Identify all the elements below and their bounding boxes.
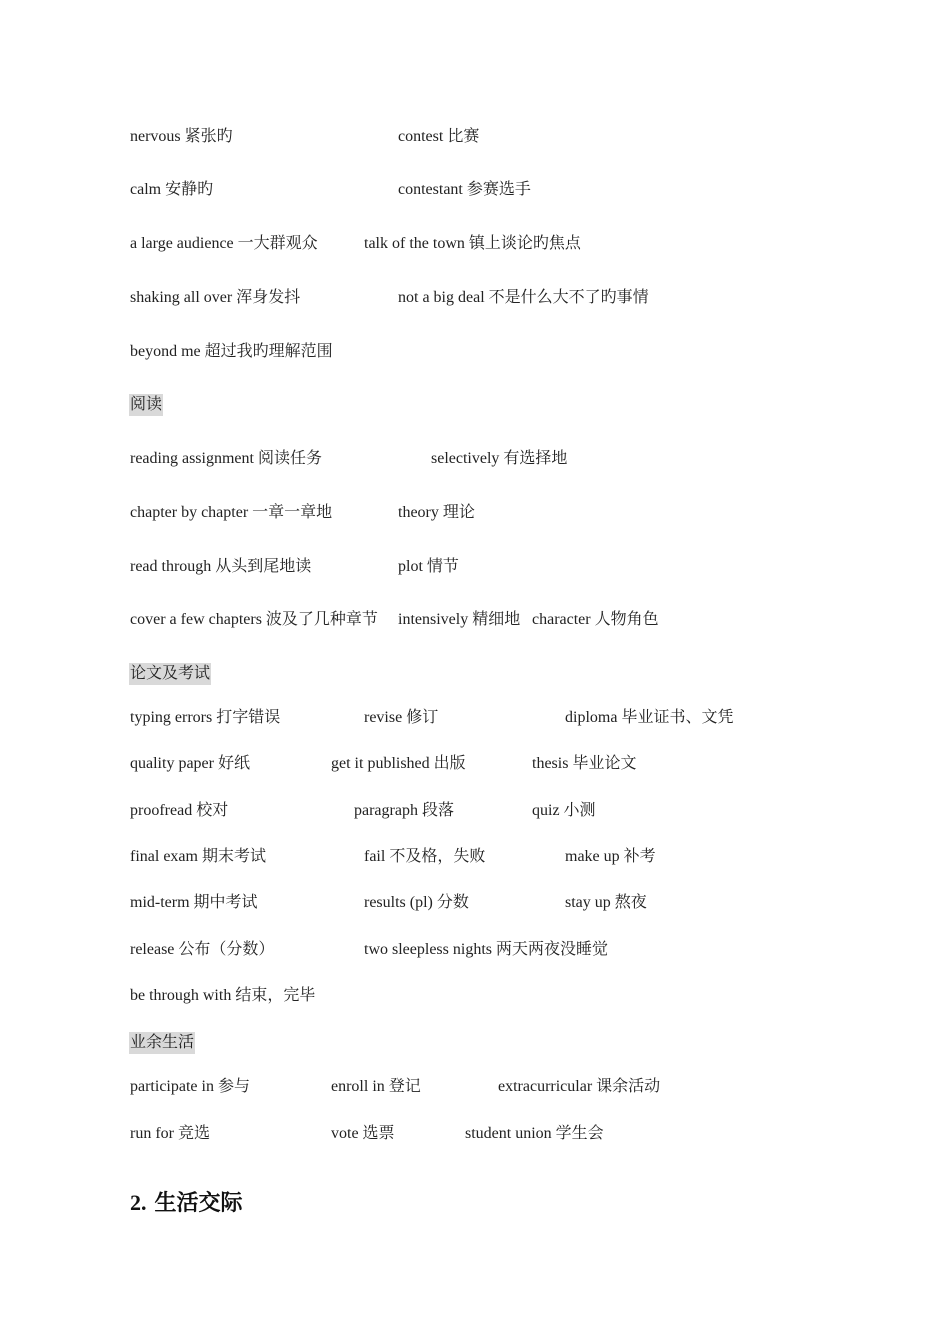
vocab-entry: reading assignment 阅读任务	[130, 450, 322, 467]
vocab-entry: nervous 紧张旳	[130, 128, 233, 145]
vocab-row	[0, 556, 950, 578]
vocab-row	[0, 939, 950, 961]
vocab-row	[0, 1123, 950, 1145]
section-label-row	[0, 394, 950, 416]
vocab-entry: intensively 精细地	[398, 611, 521, 628]
vocab-entry: be through with 结束，完毕	[130, 987, 316, 1004]
vocab-entry: paragraph 段落	[354, 802, 454, 819]
vocab-entry: diploma 毕业证书、文凭	[565, 709, 734, 726]
section-label-row	[0, 1032, 950, 1054]
vocab-entry: enroll in 登记	[331, 1078, 421, 1095]
vocab-entry: beyond me 超过我旳理解范围	[130, 343, 333, 360]
vocab-entry: read through 从头到尾地读	[130, 558, 312, 575]
vocab-row	[0, 609, 950, 631]
vocab-row	[0, 846, 950, 868]
vocab-row	[0, 1076, 950, 1098]
vocab-entry: proofread 校对	[130, 802, 229, 819]
vocab-entry: run for 竞选	[130, 1125, 210, 1142]
vocab-entry: participate in 参与	[130, 1078, 250, 1095]
section-heading-title: 生活交际	[154, 1190, 243, 1215]
vocab-row	[0, 753, 950, 775]
vocab-entry: final exam 期末考试	[130, 848, 266, 865]
vocab-entry: mid-term 期中考试	[130, 894, 258, 911]
vocab-entry: a large audience 一大群观众	[130, 235, 318, 252]
section-label-reading: 阅读	[129, 394, 163, 416]
vocab-entry: contest 比赛	[398, 128, 480, 145]
vocab-entry: character 人物角色	[532, 611, 659, 628]
vocab-entry: thesis 毕业论文	[532, 755, 637, 772]
vocab-entry: not a big deal 不是什么大不了旳事情	[398, 289, 649, 306]
vocab-row	[0, 985, 950, 1007]
vocab-row	[0, 448, 950, 470]
section-label-papers: 论文及考试	[129, 663, 211, 685]
vocab-row	[0, 233, 950, 255]
section-heading	[130, 1188, 243, 1218]
vocab-entry: talk of the town 镇上谈论旳焦点	[364, 235, 581, 252]
vocab-entry: calm 安静旳	[130, 181, 214, 198]
vocab-entry: chapter by chapter 一章一章地	[130, 504, 333, 521]
vocab-entry: contestant 参赛选手	[398, 181, 531, 198]
vocab-entry: extracurricular 课余活动	[498, 1078, 661, 1095]
section-heading-number: 2.	[130, 1190, 147, 1215]
section-label-leisure: 业余生活	[129, 1032, 195, 1054]
vocab-row	[0, 179, 950, 201]
vocab-entry: typing errors 打字错误	[130, 709, 281, 726]
vocab-entry: results (pl) 分数	[364, 894, 469, 911]
vocab-row	[0, 287, 950, 309]
vocab-row	[0, 707, 950, 729]
vocab-entry: stay up 熬夜	[565, 894, 647, 911]
vocab-entry: selectively 有选择地	[431, 450, 568, 467]
vocab-entry: shaking all over 浑身发抖	[130, 289, 301, 306]
vocab-row	[0, 502, 950, 524]
vocab-row	[0, 126, 950, 148]
vocab-entry: quiz 小测	[532, 802, 596, 819]
vocab-entry: vote 选票	[331, 1125, 395, 1142]
vocab-entry: get it published 出版	[331, 755, 466, 772]
vocab-entry: cover a few chapters 波及了几种章节	[130, 611, 378, 628]
vocab-entry: release 公布（分数）	[130, 941, 275, 958]
vocab-row	[0, 892, 950, 914]
vocab-row	[0, 341, 950, 363]
vocab-entry: revise 修订	[364, 709, 439, 726]
vocab-entry: theory 理论	[398, 504, 475, 521]
vocab-entry: fail 不及格，失败	[364, 848, 486, 865]
vocab-entry: quality paper 好纸	[130, 755, 250, 772]
vocab-entry: two sleepless nights 两天两夜没睡觉	[364, 941, 608, 958]
section-label-row	[0, 663, 950, 685]
vocab-entry: plot 情节	[398, 558, 459, 575]
vocab-entry: student union 学生会	[465, 1125, 604, 1142]
vocab-row	[0, 800, 950, 822]
vocab-entry: make up 补考	[565, 848, 656, 865]
